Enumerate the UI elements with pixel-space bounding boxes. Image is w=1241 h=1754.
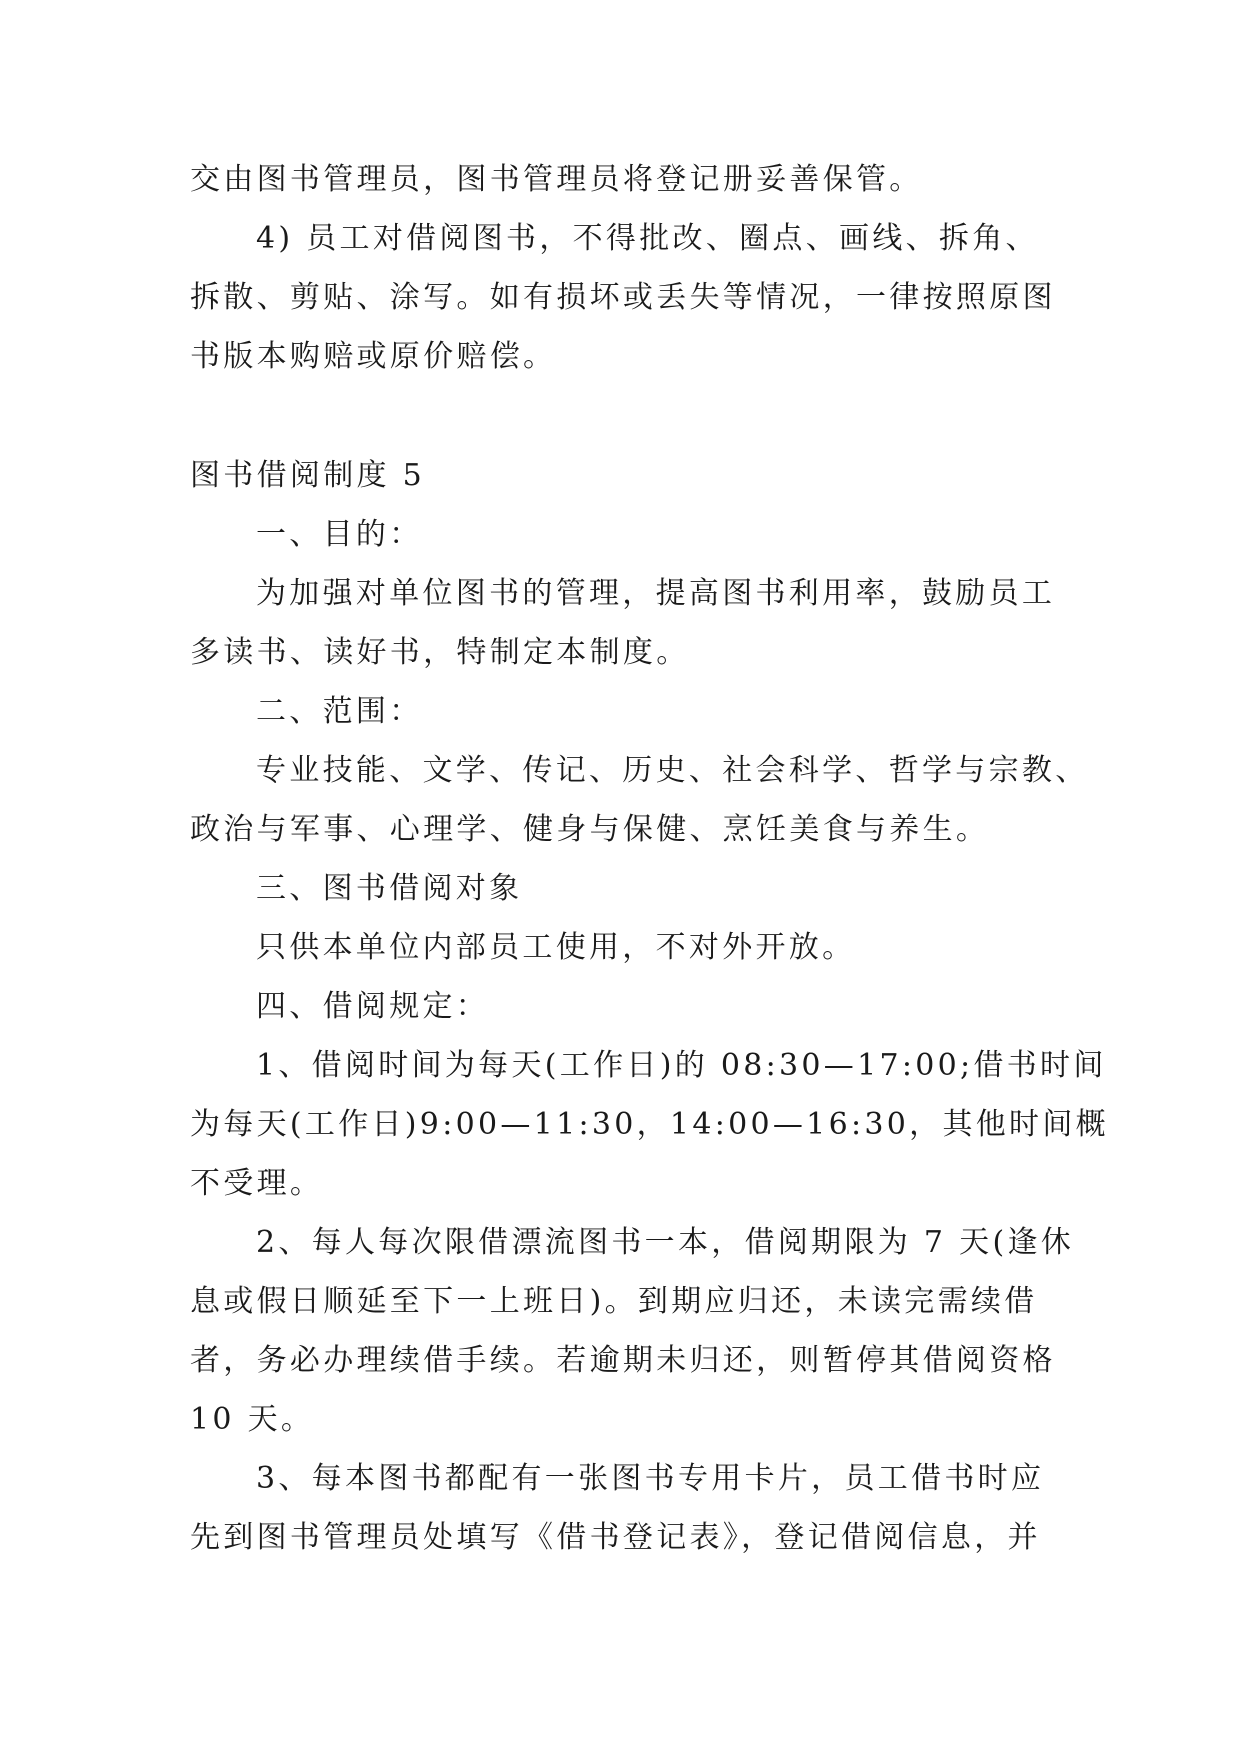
text-line: 1、借阅时间为每天(工作日)的 08:30—17:00;借书时间 [256,1048,1107,1083]
text-line: 为加强对单位图书的管理，提高图书利用率，鼓励员工 [256,576,1056,611]
text-line: 书版本购赔或原价赔偿。 [190,339,557,374]
text-line: 政治与军事、心理学、健身与保健、烹饪美食与养生。 [190,812,990,847]
text-line: 拆散、剪贴、涂写。如有损坏或丢失等情况，一律按照原图 [190,280,1056,315]
text-line: 一、目的： [256,517,423,552]
document-page [190,150,1109,1567]
text-line: 2、每人每次限借漂流图书一本，借阅期限为 7 天(逢休 [256,1225,1075,1260]
text-line: 为每天(工作日)9:00—11:30，14:00—16:30，其他时间概 [190,1107,1109,1142]
text-line: 只供本单位内部员工使用，不对外开放。 [256,930,856,965]
text-line: 专业技能、文学、传记、历史、社会科学、哲学与宗教、 [256,753,1089,788]
text-line: 三、图书借阅对象 [256,871,523,906]
text-line: 多读书、读好书，特制定本制度。 [190,635,690,670]
text-line: 四、借阅规定： [256,989,490,1024]
text-line: 10 天。 [190,1402,315,1437]
text-line: 者，务必办理续借手续。若逾期未归还，则暂停其借阅资格 [190,1343,1056,1378]
text-line: 二、范围： [256,694,423,729]
text-line: 先到图书管理员处填写《借书登记表》，登记借阅信息，并 [190,1520,1041,1555]
section-heading: 图书借阅制度 5 [190,458,426,493]
text-line: 息或假日顺延至下一上班日)。到期应归还，未读完需续借 [190,1284,1038,1319]
text-line: 4) 员工对借阅图书，不得批改、圈点、画线、拆角、 [256,221,1039,256]
text-line: 不受理。 [190,1166,324,1201]
text-line: 3、每本图书都配有一张图书专用卡片，员工借书时应 [256,1461,1045,1496]
text-line: 交由图书管理员，图书管理员将登记册妥善保管。 [190,162,923,197]
